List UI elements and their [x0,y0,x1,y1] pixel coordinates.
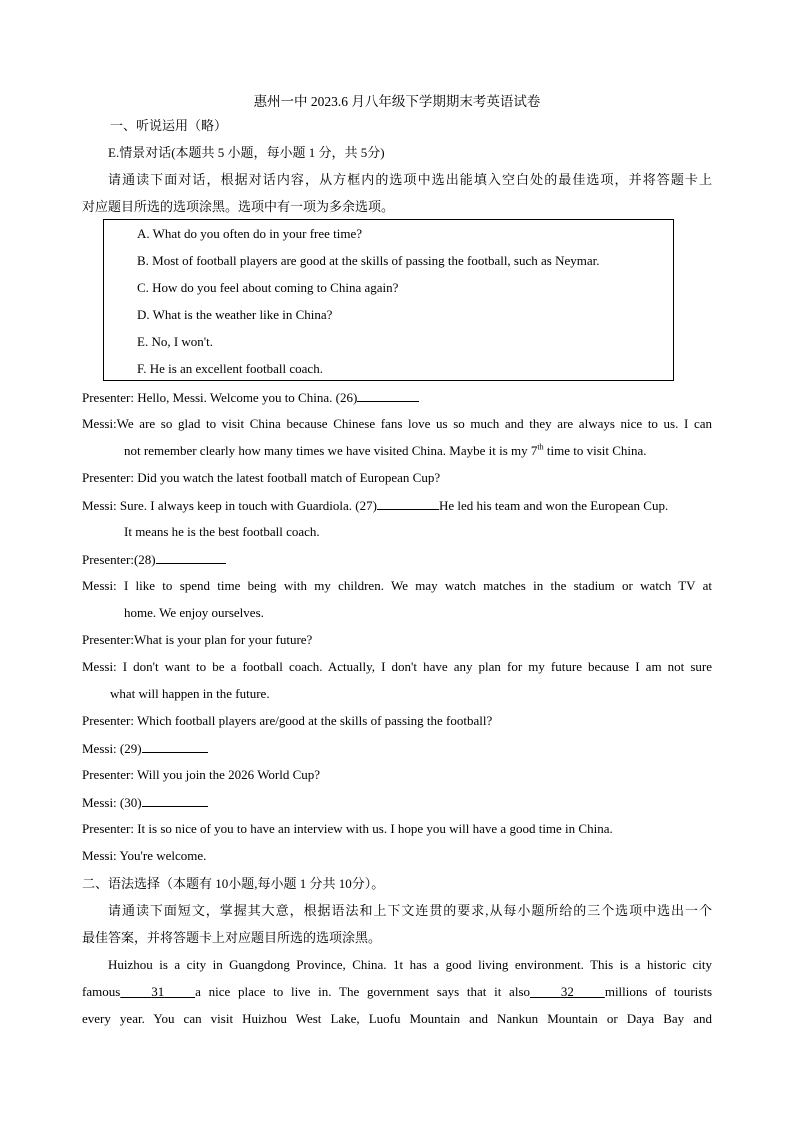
dialogue-text: Messi: (29) [82,741,142,756]
dialogue-line-14 [82,740,712,757]
dialogue-line-13: Presenter: Which football players are/good at the skills of passing the football? [82,713,493,728]
dialogue-text: Presenter:(28) [82,552,156,567]
dialogue-line-17: Presenter: It is so nice of you to have an interview with us. I hope you will have a good time in China. [82,821,613,836]
dialogue-line-18: Messi: You're welcome. [82,848,207,863]
dialogue-line-1 [82,389,712,406]
answer-blank-29[interactable] [142,740,208,753]
dialogue-text: Messi: (30) [82,795,142,810]
dialogue-line-11: Messi: I don't want to be a football coach. Actually, I don't have any plan for my future because I am not sure [82,659,712,674]
dialogue-line-6: It means he is the best football coach. [124,524,320,539]
option-d: D. What is the weather like in China? [137,307,333,322]
answer-blank-30[interactable] [142,794,208,807]
section-2-instruction-line-1: 请通读下面短文，掌握其大意，根据语法和上下文连贯的要求,从每小题所给的三个选项中选出一个 [108,903,712,918]
passage-text: famous [82,984,121,999]
dialogue-line-16 [82,794,712,811]
option-b: B. Most of football players are good at the skills of passing the football, such as Neymar. [137,253,600,268]
passage-line-2 [82,984,712,1000]
answer-blank-28[interactable] [156,551,226,564]
passage-text: a nice place to live in. The government says that it also [195,984,531,999]
dialogue-line-9: home. We enjoy ourselves. [124,605,264,620]
part-e-heading: E.情景对话(本题共 5 小题，每小题 1 分，共 5分) [108,145,385,160]
dialogue-line-2: Messi:We are so glad to visit China because Chinese fans love us so much and they are always nice to us. I can [82,416,712,431]
dialogue-line-8: Messi: I like to spend time being with my children. We may watch matches in the stadium or watch TV at [82,578,712,593]
dialogue-line-5 [82,497,712,514]
passage-line-3: every year. You can visit Huizhou West Lake, Luofu Mountain and Nankun Mountain or Daya Bay and [82,1011,712,1026]
superscript-th: th [537,442,544,452]
dialogue-line-12: what will happen in the future. [110,686,270,701]
dialogue-line-3 [124,443,712,459]
question-number-32[interactable] [530,984,605,999]
passage-text: millions of tourists [604,984,713,999]
dialogue-line-15: Presenter: Will you join the 2026 World Cup? [82,767,321,782]
dialogue-text: Presenter: Hello, Messi. Welcome you to China. (26) [82,390,358,405]
passage-line-1: Huizhou is a city in Guangdong Province, China. 1t has a good living environment. This is a historic city [108,957,712,972]
dialogue-text: He led his team and won the European Cup. [438,498,669,513]
question-number-text: 31 [151,984,165,999]
option-c: C. How do you feel about coming to China again? [137,280,399,295]
answer-blank-27[interactable] [377,497,439,510]
answer-blank-26[interactable] [357,389,419,402]
section-2-heading: 二、语法选择（本题有 10小题,每小题 1 分共 10分）。 [82,876,385,891]
question-number-31[interactable] [120,984,195,999]
option-e: E. No, I won't. [137,334,214,349]
section-1-instruction-line-1: 请通读下面对话，根据对话内容，从方框内的选项中选出能填入空白处的最佳选项，并将答题卡上 [108,172,712,187]
option-f: F. He is an excellent football coach. [137,361,323,376]
option-a: A. What do you often do in your free time? [137,226,363,241]
question-number-text: 32 [560,984,574,999]
section-2-instruction-line-2: 最佳答案，并将答题卡上对应题目所选的选项涂黑。 [82,930,382,945]
dialogue-text: Messi: Sure. I always keep in touch with Guardiola. (27) [82,498,377,513]
options-box [103,219,674,381]
dialogue-line-4: Presenter: Did you watch the latest football match of European Cup? [82,470,441,485]
section-1-instruction-line-2: 对应题目所选的选项涂黑。选项中有一项为多余选项。 [82,199,395,214]
dialogue-text: time to visit China. [543,443,647,458]
dialogue-text: not remember clearly how many times we have visited China. Maybe it is my 7 [124,443,538,458]
section-1-heading: 一、听说运用（略） [110,118,228,133]
dialogue-line-10: Presenter:What is your plan for your future? [82,632,313,647]
dialogue-line-7 [82,551,712,568]
page-title: 惠州一中 2023.6 月八年级下学期期末考英语试卷 [253,94,541,109]
